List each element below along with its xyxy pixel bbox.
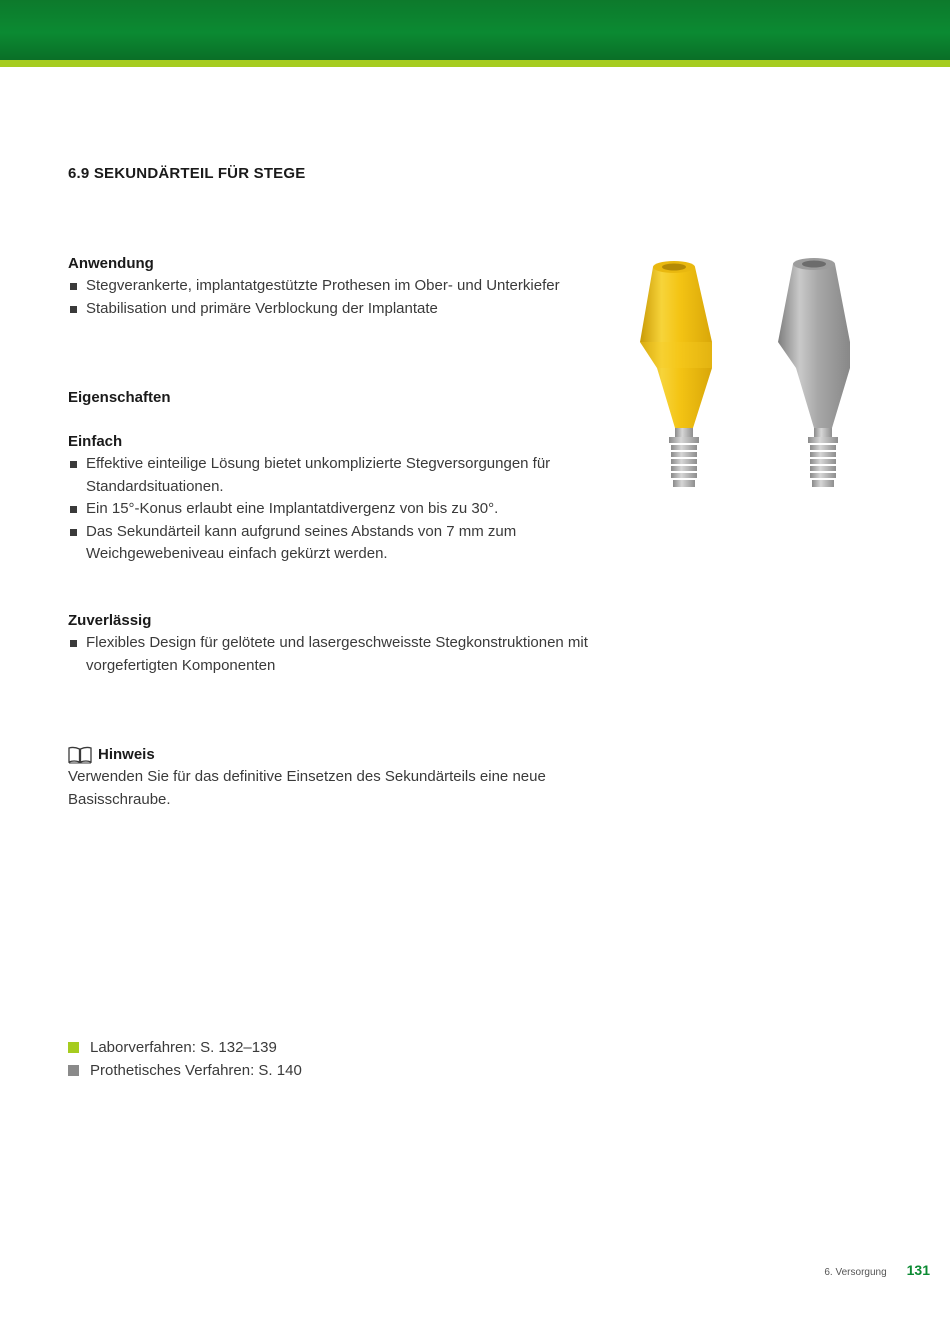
- list-item: Effektive einteilige Lösung bietet unkomplizierte Stegversorgungen für Standardsituationen.: [68, 453, 588, 498]
- hinweis-heading: Hinweis: [98, 746, 155, 763]
- section-title: 6.9 SEKUNDÄRTEIL FÜR STEGE: [68, 165, 306, 182]
- page-footer: [824, 1262, 930, 1278]
- list-item: Flexibles Design für gelötete und lasergeschweisste Stegkonstruktionen mit vorgefertigten Komponenten: [68, 632, 588, 677]
- zuverlaessig-list: [68, 632, 588, 677]
- zuverlaessig-section: [68, 610, 588, 677]
- einfach-list: [68, 453, 588, 566]
- lime-square-icon: [68, 1042, 79, 1053]
- gray-square-icon: [68, 1065, 79, 1076]
- header-bar: [0, 0, 950, 60]
- gold-abutment: [640, 261, 712, 487]
- reference-item-prothetisches-verfahren: [68, 1059, 302, 1082]
- reference-item-laborverfahren: [68, 1036, 302, 1059]
- einfach-heading: Einfach: [68, 433, 123, 450]
- reference-list: [68, 1036, 302, 1082]
- abutment-product-image: [628, 250, 868, 500]
- reference-text: Prothetisches Verfahren: S. 140: [90, 1062, 302, 1079]
- anwendung-section: [68, 253, 588, 320]
- titanium-abutment: [778, 258, 850, 487]
- eigenschaften-heading: Eigenschaften: [68, 389, 171, 406]
- zuverlaessig-heading: Zuverlässig: [68, 612, 152, 629]
- list-item: Stegverankerte, implantatgestützte Prothesen im Ober- und Unterkiefer: [68, 275, 588, 298]
- reference-text: Laborverfahren: S. 132–139: [90, 1039, 277, 1056]
- hinweis-section: [68, 744, 588, 811]
- anwendung-heading: Anwendung: [68, 255, 154, 272]
- einfach-section: [68, 431, 588, 566]
- hinweis-header: [68, 744, 588, 766]
- book-icon: [68, 746, 92, 764]
- list-item: Das Sekundärteil kann aufgrund seines Abstands von 7 mm zum Weichgewebeniveau einfach gekürzt werden.: [68, 521, 588, 566]
- list-item: Ein 15°-Konus erlaubt eine Implantatdivergenz von bis zu 30°.: [68, 498, 588, 521]
- header-accent-line: [0, 60, 950, 67]
- page-number: 131: [906, 1262, 930, 1278]
- anwendung-list: [68, 275, 588, 320]
- footer-section-label: 6. Versorgung: [824, 1267, 887, 1278]
- hinweis-text: Verwenden Sie für das definitive Einsetzen des Sekundärteils eine neue Basisschraube.: [68, 768, 546, 808]
- list-item: Stabilisation und primäre Verblockung der Implantate: [68, 298, 588, 321]
- eigenschaften-section: [68, 387, 588, 409]
